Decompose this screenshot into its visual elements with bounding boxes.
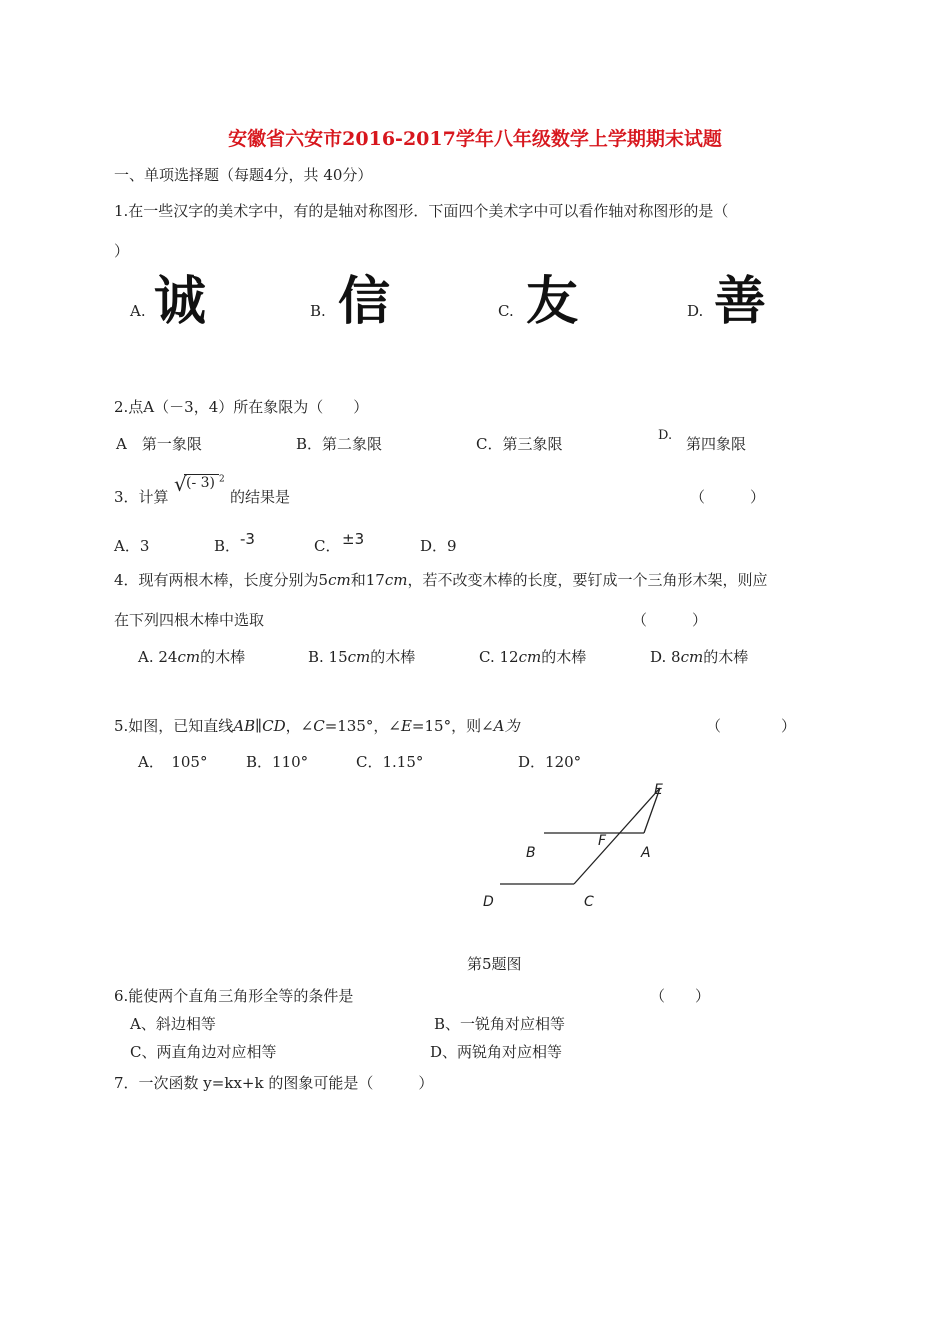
section-heading: 一、单项选择题（每题4分，共 40分） xyxy=(114,166,373,184)
question-3-paren: （ ） xyxy=(690,488,766,506)
point-label-f: F xyxy=(598,833,607,849)
question-2-text: 2.点A（－3，4）所在象限为（ ） xyxy=(114,398,369,416)
q2-option-d-text: 第四象限 xyxy=(686,435,747,453)
question-3-suffix: 的结果是 xyxy=(230,488,291,506)
question-7-text: 7．一次函数 y=kx+k 的图象可能是（ ） xyxy=(114,1074,434,1092)
q4-option-c: C. 12cm的木棒 xyxy=(479,648,587,666)
q3-option-c-label: C． xyxy=(314,537,341,555)
figure-caption: 第5题图 xyxy=(467,955,522,973)
question-1-text: 1.在一些汉字的美术字中，有的是轴对称图形．下面四个美术字中可以看作轴对称图形的是（ xyxy=(114,202,729,220)
sqrt-expression xyxy=(168,472,225,496)
q5-option-b: B．110° xyxy=(246,753,309,771)
exponent: 2 xyxy=(219,474,225,485)
q3-option-c-value: ±3 xyxy=(342,530,365,548)
q4-option-a: A. 24cm的木棒 xyxy=(138,648,246,666)
question-5-paren: （ ） xyxy=(706,717,797,735)
glyph-you: 友 xyxy=(526,272,579,332)
q6-option-d: D、两锐角对应相等 xyxy=(430,1043,563,1061)
q4-option-b: B. 15cm的木棒 xyxy=(308,648,416,666)
option-a-label: A. xyxy=(130,302,146,320)
q2-option-a: A 第一象限 xyxy=(116,435,202,453)
option-b-label: B. xyxy=(310,302,326,320)
q3-option-b-value: -3 xyxy=(240,530,255,548)
question-4-line2: 在下列四根木棒中选取 xyxy=(114,611,265,629)
q5-option-a: A． 105° xyxy=(138,753,208,771)
q3-option-a: A．3 xyxy=(114,537,150,555)
q4-option-d: D. 8cm的木棒 xyxy=(650,648,749,666)
glyph-cheng: 诚 xyxy=(154,272,207,332)
q3-option-d: D．9 xyxy=(420,537,457,555)
radicand: (- 3) xyxy=(184,474,219,492)
q3-option-b-label: B． xyxy=(214,537,241,555)
q2-option-b: B．第二象限 xyxy=(296,435,383,453)
page-title: 安徽省六安市2016-2017学年八年级数学上学期期末试题 xyxy=(228,128,722,150)
q2-option-d-label: D. xyxy=(658,428,673,443)
point-label-c: C xyxy=(584,894,594,910)
point-label-e: E xyxy=(654,782,663,798)
question-1-close: ） xyxy=(114,242,130,260)
q5-option-d: D．120° xyxy=(518,753,582,771)
line-ce xyxy=(574,788,660,884)
question-6-text: 6.能使两个直角三角形全等的条件是 xyxy=(114,987,354,1005)
q6-option-c: C、两直角边对应相等 xyxy=(130,1043,277,1061)
glyph-shan: 善 xyxy=(714,272,767,332)
question-5-text: 5.如图，已知直线AB∥CD，∠C=135°，∠E=15°，则∠A为 xyxy=(114,717,520,735)
option-c-label: C. xyxy=(498,302,514,320)
glyph-xin: 信 xyxy=(338,272,391,332)
q2-option-c: C．第三象限 xyxy=(476,435,563,453)
point-label-d: D xyxy=(483,894,494,910)
question-4-paren: （ ） xyxy=(632,611,708,629)
question-3-prefix: 3．计算 xyxy=(114,488,169,506)
point-label-a: A xyxy=(641,845,651,861)
q6-option-b: B、一锐角对应相等 xyxy=(434,1015,566,1033)
q5-option-c: C．1.15° xyxy=(356,753,424,771)
point-label-b: B xyxy=(526,845,536,861)
option-d-label: D. xyxy=(687,302,704,320)
radical-sign: √ xyxy=(174,472,187,496)
q6-option-a: A、斜边相等 xyxy=(130,1015,216,1033)
question-6-paren: （ ） xyxy=(650,987,711,1005)
question-4-line1: 4．现有两根木棒，长度分别为5cm和17cm，若不改变木棒的长度，要钉成一个三角形木架，则应 xyxy=(114,571,768,589)
